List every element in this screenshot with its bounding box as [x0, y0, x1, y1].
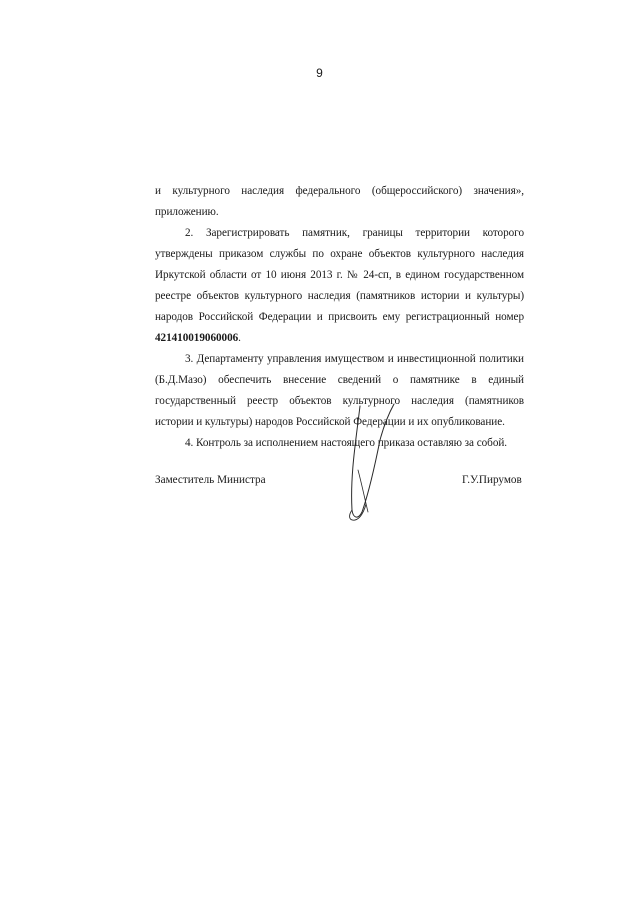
paragraph-2-line-2: утверждены приказом службы по охране объектов культурного наследия — [155, 248, 524, 260]
handwritten-signature — [338, 400, 398, 525]
paragraph-3-line-4: истории и культуры) народов Российской Федерации и их опубликование. — [155, 416, 505, 428]
paragraph-1-line-1: и культурного наследия федерального (общероссийского) значения», — [155, 185, 524, 197]
registration-number-line — [155, 331, 241, 345]
paragraph-4-line-1: 4. Контроль за исполнением настоящего приказа оставляю за собой. — [185, 437, 508, 449]
paragraph-1-line-2: приложению. — [155, 206, 219, 218]
signer-name: Г.У.Пирумов — [462, 474, 522, 486]
paragraph-3-line-3: государственный реестр объектов культурного наследия (памятников — [155, 395, 524, 407]
paragraph-3-line-2: (Б.Д.Мазо) обеспечить внесение сведений о памятнике в единый — [155, 374, 524, 386]
paragraph-2-line-5: народов Российской Федерации и присвоить ему регистрационный номер — [155, 311, 524, 323]
registration-number: 421410019060006 — [155, 332, 239, 344]
paragraph-2-line-3: Иркутской области от 10 июня 2013 г. № 24-сп, в едином государственном — [155, 269, 524, 281]
registration-number-period: . — [238, 332, 241, 344]
page-number: 9 — [316, 66, 323, 80]
signer-title: Заместитель Министра — [155, 474, 266, 486]
paragraph-2-line-4: реестре объектов культурного наследия (памятников истории и культуры) — [155, 290, 524, 302]
paragraph-2-line-1: 2. Зарегистрировать памятник, границы территории которого — [185, 227, 524, 239]
paragraph-3-line-1: 3. Департаменту управления имуществом и инвестиционной политики — [185, 353, 524, 365]
